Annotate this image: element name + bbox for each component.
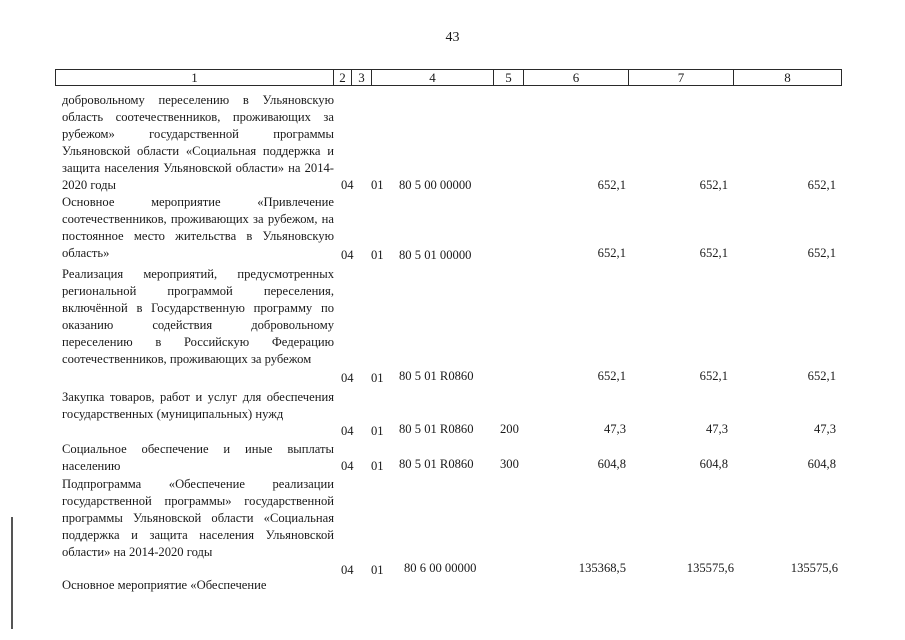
row-col-3: 01 bbox=[371, 248, 384, 262]
row-col-4: 80 5 01 R0860 bbox=[399, 457, 474, 471]
row-col-7: 47,3 bbox=[705, 422, 728, 436]
row-col-7: 135575,6 bbox=[686, 561, 734, 575]
row-col-6: 135368,5 bbox=[578, 561, 626, 575]
row-col-8: 652,1 bbox=[807, 369, 836, 383]
row-col-8: 135575,6 bbox=[790, 561, 838, 575]
row-col-3: 01 bbox=[371, 371, 384, 385]
row-col-8: 604,8 bbox=[807, 457, 836, 471]
header-col-8: 8 bbox=[784, 70, 791, 85]
row-col-6: 604,8 bbox=[597, 457, 626, 471]
scan-margin-mark bbox=[11, 517, 13, 629]
row-col-4: 80 5 01 00000 bbox=[399, 248, 472, 262]
row-col-7: 652,1 bbox=[699, 246, 728, 260]
row-col-2: 04 bbox=[341, 563, 354, 577]
row-col-7: 652,1 bbox=[699, 369, 728, 383]
row-description: Закупка товаров, работ и услуг для обеспечения государственных (муниципальных) нужд bbox=[62, 390, 334, 421]
row-col-3: 01 bbox=[371, 178, 384, 192]
row-col-3: 01 bbox=[371, 424, 384, 438]
header-col-5: 5 bbox=[494, 70, 524, 85]
row-col-6: 47,3 bbox=[603, 422, 626, 436]
row-col-2: 04 bbox=[341, 424, 354, 438]
row-col-2: 04 bbox=[341, 248, 354, 262]
header-col-7: 7 bbox=[629, 70, 734, 85]
row-col-6: 652,1 bbox=[597, 246, 626, 260]
header-col-6: 6 bbox=[524, 70, 629, 85]
row-col-4: 80 5 00 00000 bbox=[399, 178, 472, 192]
row-col-7: 652,1 bbox=[699, 178, 728, 192]
row-description: Реализация мероприятий, предусмотренных региональной программой переселения, включённой в Государственную программу по оказанию содействия добровольному переселению в Российскую Федерацию соотечественников, проживающих за рубежом bbox=[62, 267, 334, 366]
row-col-5: 200 bbox=[500, 422, 519, 436]
row-description: Социальное обеспечение и иные выплаты населению bbox=[62, 442, 334, 473]
row-description: Основное мероприятие «Привлечение соотечественников, проживающих за рубежом, на постоянное место жительства в Ульяновскую область» bbox=[62, 195, 334, 260]
row-description: добровольному переселению в Ульяновскую область соотечественников, проживающих за рубежом» государственной программы Ульяновской области «Социальная поддержка и защита населения Ульяновской области» на 2014-2020 годы bbox=[62, 93, 334, 192]
row-col-8: 652,1 bbox=[807, 178, 836, 192]
row-col-4: 80 5 01 R0860 bbox=[399, 369, 474, 383]
row-col-4: 80 5 01 R0860 bbox=[399, 422, 474, 436]
header-col-2: 2 bbox=[334, 70, 352, 85]
row-col-8: 47,3 bbox=[813, 422, 836, 436]
row-col-6: 652,1 bbox=[597, 178, 626, 192]
row-description: Подпрограмма «Обеспечение реализации государственной программы» государственной программы Ульяновской области «Социальная поддержка и защита населения Ульяновской области» на 2014-2020 годы bbox=[62, 477, 334, 559]
row-description: Основное мероприятие «Обеспечение bbox=[62, 578, 267, 592]
header-col-3: 3 bbox=[352, 70, 372, 85]
header-col-4: 4 bbox=[372, 70, 494, 85]
row-col-2: 04 bbox=[341, 459, 354, 473]
header-col-1: 1 bbox=[56, 70, 334, 85]
row-col-6: 652,1 bbox=[597, 369, 626, 383]
page-number: 43 bbox=[445, 30, 460, 45]
row-col-4: 80 6 00 00000 bbox=[404, 561, 477, 575]
row-col-2: 04 bbox=[341, 371, 354, 385]
row-col-2: 04 bbox=[341, 178, 354, 192]
row-col-8: 652,1 bbox=[807, 246, 836, 260]
table-header bbox=[55, 69, 842, 86]
row-col-3: 01 bbox=[371, 459, 384, 473]
row-col-7: 604,8 bbox=[699, 457, 728, 471]
row-col-5: 300 bbox=[500, 457, 519, 471]
row-col-3: 01 bbox=[371, 563, 384, 577]
